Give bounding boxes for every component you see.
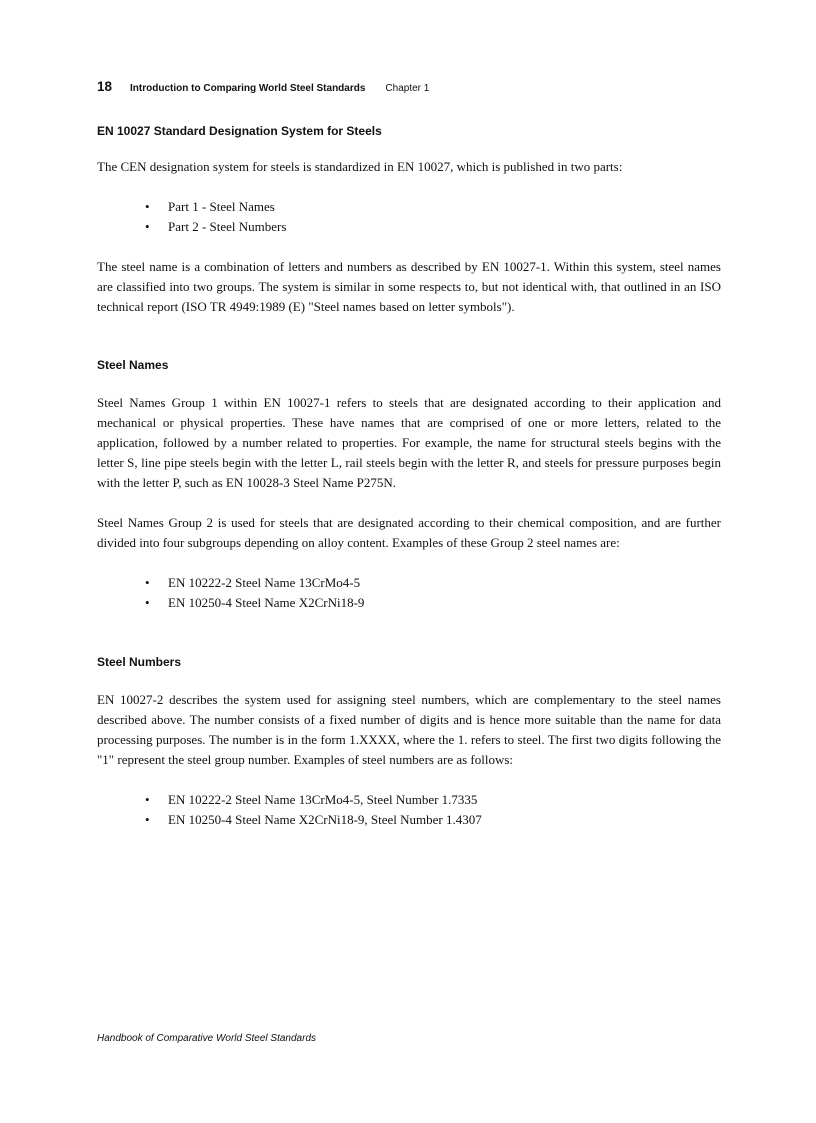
bullet-icon: • <box>145 792 150 807</box>
chapter-label: Chapter 1 <box>385 83 430 94</box>
group2-paragraph: Steel Names Group 2 is used for steels that are designated according to their chemical composition, and are further divided into four subgroups depending on alloy content. Examples of these Group 2 steel names are: <box>97 515 721 550</box>
bullet-icon: • <box>145 219 150 234</box>
list-item <box>97 217 721 237</box>
steel-names-examples-list <box>97 573 721 613</box>
list-item-text: Part 2 - Steel Numbers <box>168 219 287 234</box>
bullet-icon: • <box>145 595 150 610</box>
group1-paragraph: Steel Names Group 1 within EN 10027-1 refers to steels that are designated according to their application and mechanical or physical properties. These have names that are comprised of one or more letters, related to the application, followed by a number related to properties. For example, the name for structural steels begins with the letter S, line pipe steels begin with the letter L, rail steels begin with the letter R, and steels for pressure purposes begin with the letter P, such as EN 10028-3 Steel Name P275N. <box>97 395 721 490</box>
page-content <box>97 124 721 830</box>
designation-paragraph: The steel name is a combination of letters and numbers as described by EN 10027-1. Within this system, steel names are classified into two groups. The system is similar in some respects to, but not identical with, that outlined in an ISO technical report (ISO TR 4949:1989 (E) "Steel names based on letter symbols"). <box>97 259 721 314</box>
list-item <box>97 573 721 593</box>
bullet-icon: • <box>145 812 150 827</box>
list-item-text: EN 10222-2 Steel Name 13CrMo4-5, Steel Number 1.7335 <box>168 792 478 807</box>
bullet-icon: • <box>145 575 150 590</box>
parts-list <box>97 197 721 237</box>
list-item <box>97 197 721 217</box>
list-item-text: Part 1 - Steel Names <box>168 199 275 214</box>
section-title: EN 10027 Standard Designation System for Steels <box>97 124 382 138</box>
bullet-icon: • <box>145 199 150 214</box>
page-number: 18 <box>97 79 113 94</box>
page-header <box>97 78 429 96</box>
list-item <box>97 593 721 613</box>
steel-names-heading: Steel Names <box>97 358 169 372</box>
steel-numbers-heading: Steel Numbers <box>97 655 182 669</box>
steel-numbers-paragraph: EN 10027-2 describes the system used for assigning steel numbers, which are complementary to the steel names described above. The number consists of a fixed number of digits and is hence more suitable than the name for data processing purposes. The number is in the form 1.XXXX, where the 1. refers to steel. The first two digits following the "1" represent the steel group number. Examples of steel numbers are as follows: <box>97 692 721 767</box>
list-item-text: EN 10250-4 Steel Name X2CrNi18-9, Steel Number 1.4307 <box>168 812 482 827</box>
list-item-text: EN 10222-2 Steel Name 13CrMo4-5 <box>168 575 361 590</box>
list-item <box>97 810 721 830</box>
steel-numbers-examples-list <box>97 790 721 830</box>
list-item <box>97 790 721 810</box>
running-title: Introduction to Comparing World Steel Standards <box>130 83 366 94</box>
list-item-text: EN 10250-4 Steel Name X2CrNi18-9 <box>168 595 365 610</box>
page-footer: Handbook of Comparative World Steel Standards <box>97 1033 317 1044</box>
intro-paragraph: The CEN designation system for steels is standardized in EN 10027, which is published in two parts: <box>97 159 623 174</box>
